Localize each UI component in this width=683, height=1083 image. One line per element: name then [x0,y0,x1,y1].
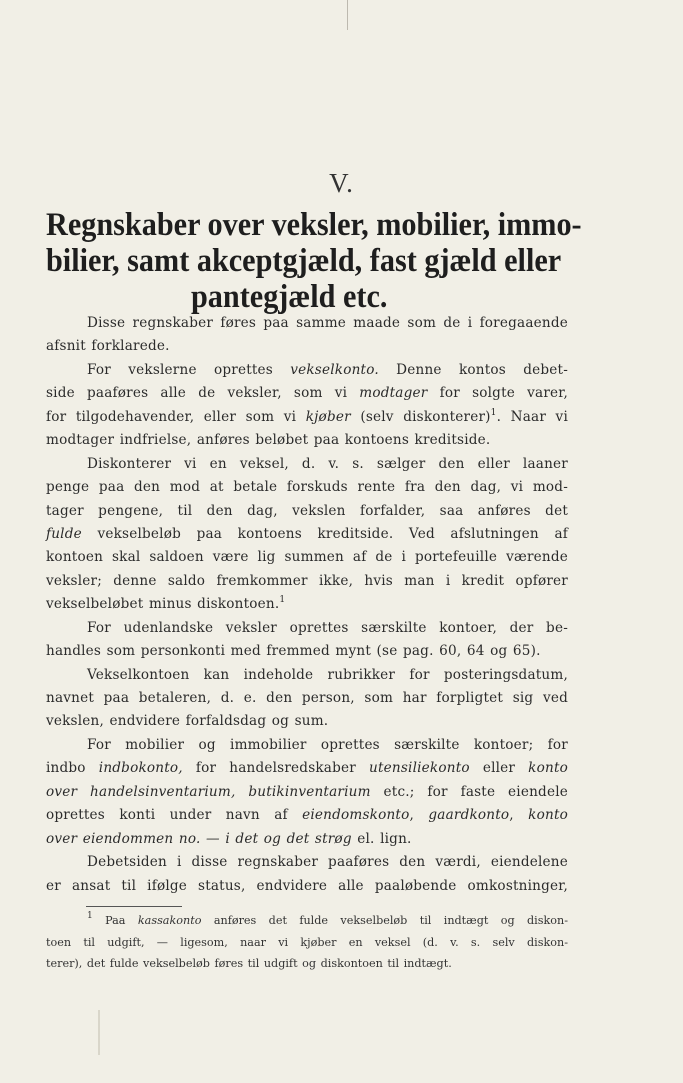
text-line: side paaføres alle de veksler, som vi modtager for solgte varer, [46,385,568,402]
text-line: Diskonterer vi en veksel, d. v. s. sælger den eller laaner [87,455,568,472]
footnote-line: terer), det fulde vekselbeløb føres til udgift og diskontoen til indtægt. [46,957,452,970]
text-line: veksler; denne saldo fremkommer ikke, hvis man i kredit opfører [46,572,568,589]
text-line: For vekslerne oprettes vekselkonto. Denne kontos debet- [87,361,569,378]
emphasis: gaardkonto [428,807,510,824]
emphasis: kjøber [305,408,351,425]
text-line: over eiendommen no. — i det og det strøg el. lign. [46,830,412,847]
footnote [46,910,568,975]
emphasis: vekselkonto. [290,361,379,378]
text-line: kontoen skal saldoen være lig summen af de i portefeuille værende [46,549,568,566]
text-line: penge paa den mod at betale forskuds rente fra den dag, vi mod- [46,479,568,496]
emphasis: konto [528,760,568,777]
text-line: Debetsiden i disse regnskaber paaføres den værdi, eiendelene [87,854,568,871]
text-line: handles som personkonti med fremmed mynt (se pag. 60, 64 og 65). [46,643,541,660]
text-line: for tilgodehavender, eller som vi kjøber (selv diskonterer)$^1$. Naar vi [46,407,568,425]
text-line: modtager indfrielse, anføres beløbet paa kontoens kreditside. [46,432,491,449]
text-line: For mobilier og immobilier oprettes særskilte kontoer; for [87,736,568,753]
text-line: vekselbeløbet minus diskontoen.$^1$ [46,595,286,613]
text-line: indbo indbokonto, for handelsredskaber utensiliekonto eller konto [46,760,568,777]
title-line: pantegjæld etc. [190,279,388,315]
scan-mark [98,1010,100,1055]
chapter-number: V. [329,168,354,198]
emphasis: modtager [359,385,428,402]
emphasis: over eiendommen no. — i det og det strøg [46,830,352,847]
text-line: er ansat til ifølge status, endvidere alle paaløbende omkostninger, [46,877,568,894]
footnote-divider [86,906,182,907]
text-line: Vekselkontoen kan indeholde rubrikker for posteringsdatum, [87,666,568,683]
text-line: tager pengene, til den dag, vekslen forfalder, saa anføres det [46,502,568,519]
body-text [46,312,568,898]
chapter-title [46,207,582,315]
text-line: For udenlandske veksler oprettes særskilte kontoer, der be- [87,619,568,636]
emphasis: fulde [46,525,82,542]
text-line: vekslen, endvidere forfaldsdag og sum. [46,713,329,730]
emphasis: utensiliekonto [369,760,470,777]
footnote-ref: 1 [279,595,286,606]
emphasis: kassakonto [137,914,202,927]
emphasis: eiendomskonto [302,807,410,824]
footnote-marker: 1 [87,911,93,921]
text-line: Disse regnskaber føres paa samme maade som de i foregaaende [87,315,568,331]
emphasis: over handelsinventarium, butikinventarium [46,783,371,800]
text-line: fulde vekselbeløb paa kontoens kreditside. Ved afslutningen af [46,525,568,542]
footnote-line: toen til udgift, — ligesom, naar vi kjøber en veksel (d. v. s. selv diskon- [46,935,568,949]
scan-mark [347,0,348,30]
title-line: Regnskaber over veksler, mobilier, immo- [46,207,582,243]
text-line: oprettes konti under navn af eiendomskonto, gaardkonto, konto [46,807,568,824]
emphasis: indbokonto, [98,760,183,777]
text-line: navnet paa betaleren, d. e. den person, som har forpligtet sig ved [46,690,568,706]
title-line: bilier, samt akceptgjæld, fast gjæld eller [46,243,562,279]
emphasis: konto [528,807,568,824]
text-line: afsnit forklarede. [46,338,170,355]
footnote-ref: 1 [490,407,497,418]
footnote-line: $^1$ Paa kassakonto anføres det fulde vekselbeløb til indtægt og diskon- [87,911,568,927]
text-line: over handelsinventarium, butikinventarium etc.; for faste eiendele [46,783,568,800]
